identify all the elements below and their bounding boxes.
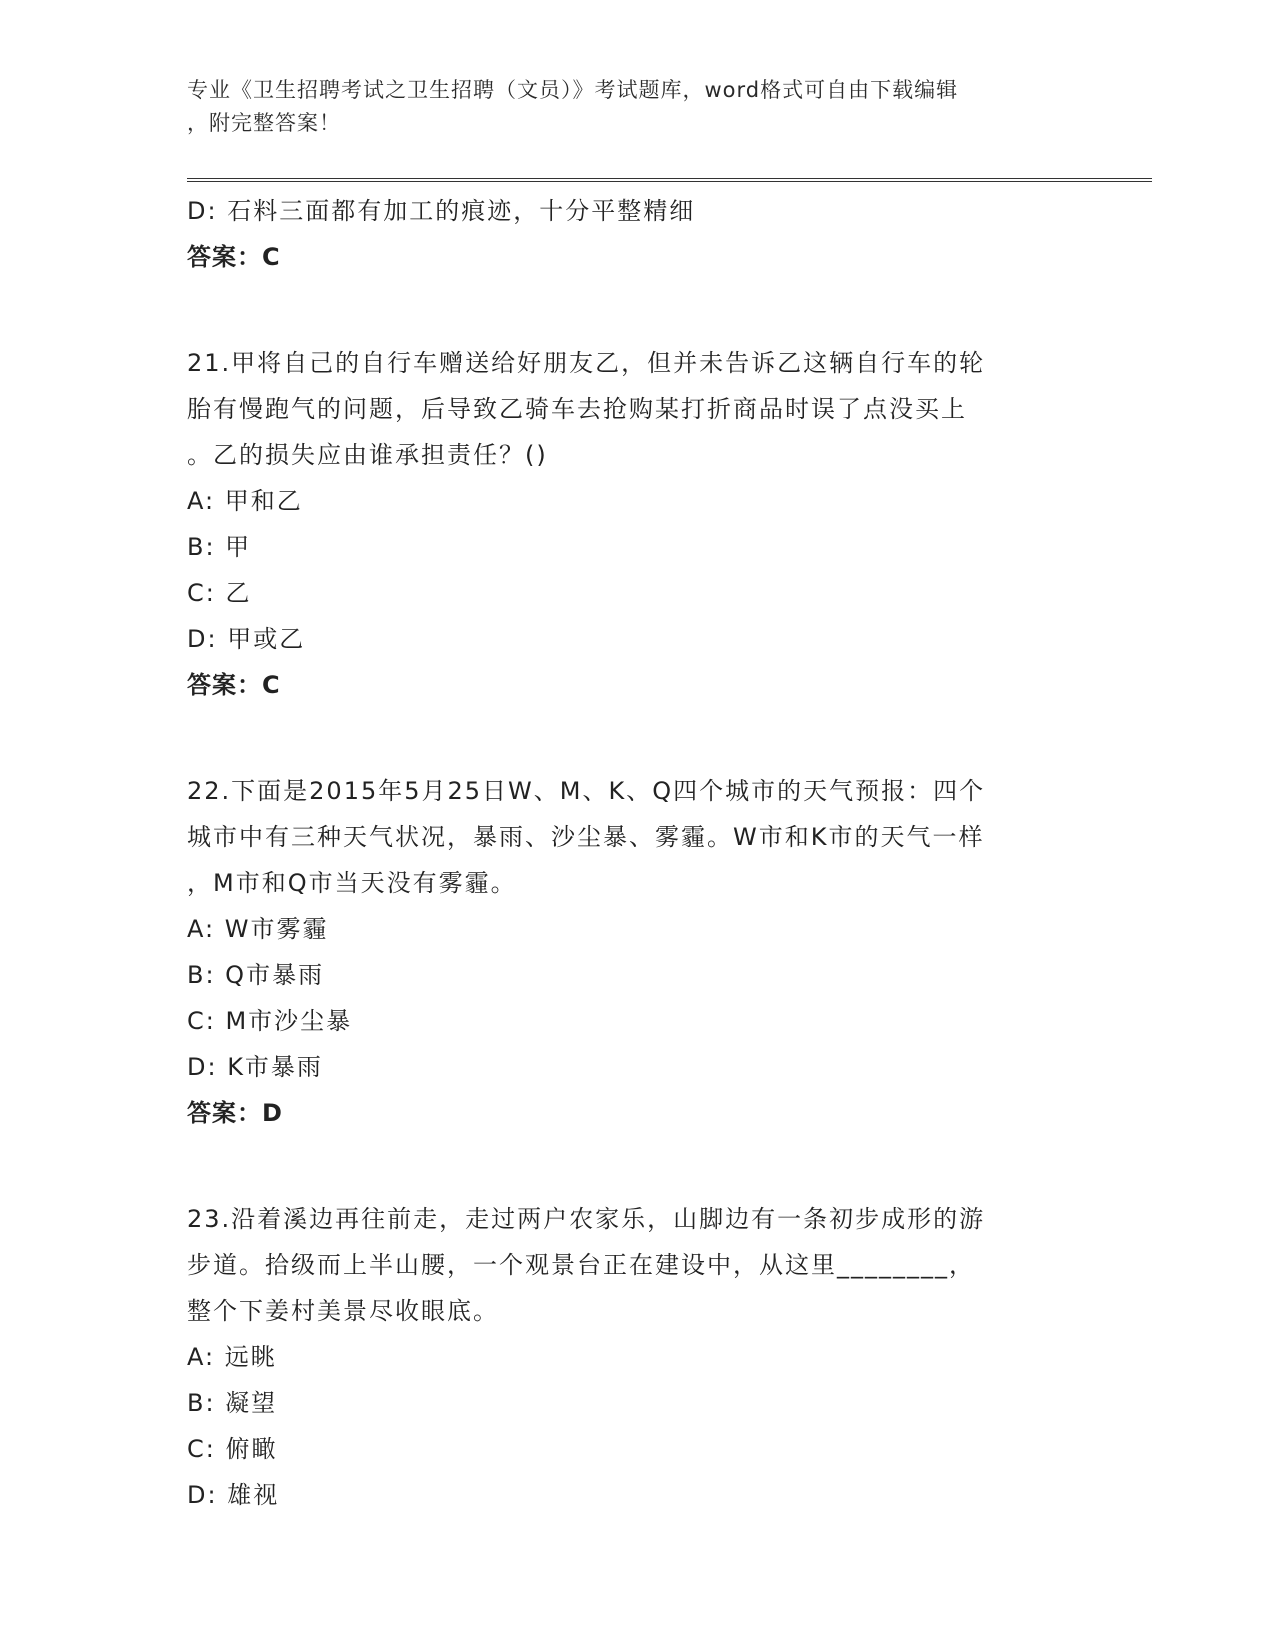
header-divider	[187, 178, 1152, 182]
option-d: D: K市暴雨	[187, 1053, 323, 1081]
question-text-line: 胎有慢跑气的问题，后导致乙骑车去抢购某打折商品时误了点没买上	[187, 395, 967, 423]
answer: 答案：C	[187, 671, 281, 699]
document-body	[187, 188, 1087, 1518]
question-text-line: 21.甲将自己的自行车赠送给好朋友乙，但并未告诉乙这辆自行车的轮	[187, 349, 986, 377]
header-line-1: 专业《卫生招聘考试之卫生招聘（文员）》考试题库，word格式可自由下载编辑	[187, 78, 959, 102]
question-21	[187, 340, 1087, 708]
option-b: B: 凝望	[187, 1389, 278, 1417]
option-c: C: 俯瞰	[187, 1435, 278, 1463]
option-a: A: 甲和乙	[187, 487, 303, 515]
question-text-line: 。乙的损失应由谁承担责任？()	[187, 441, 548, 469]
option-c: C: M市沙尘暴	[187, 1007, 353, 1035]
answer: 答案：C	[187, 243, 281, 271]
question-text-line: ，M市和Q市当天没有雾霾。	[187, 869, 517, 897]
question-text-line: 23.沿着溪边再往前走，走过两户农家乐，山脚边有一条初步成形的游	[187, 1205, 986, 1233]
document-header	[187, 74, 1087, 140]
option-a: A: W市雾霾	[187, 915, 329, 943]
header-line-2: ，附完整答案！	[187, 111, 341, 135]
question-text-line: 步道。拾级而上半山腰，一个观景台正在建设中，从这里________，	[187, 1251, 975, 1279]
question-23	[187, 1196, 1087, 1518]
previous-question-tail	[187, 188, 1087, 280]
option-b: B: Q市暴雨	[187, 961, 325, 989]
answer: 答案：D	[187, 1099, 283, 1127]
option-c: C: 乙	[187, 579, 252, 607]
option-d: D: 石料三面都有加工的痕迹，十分平整精细	[187, 197, 696, 225]
option-b: B: 甲	[187, 533, 252, 561]
question-22	[187, 768, 1087, 1136]
question-text-line: 城市中有三种天气状况，暴雨、沙尘暴、雾霾。W市和K市的天气一样	[187, 823, 985, 851]
question-text-line: 整个下姜村美景尽收眼底。	[187, 1297, 499, 1325]
option-a: A: 远眺	[187, 1343, 277, 1371]
option-d: D: 甲或乙	[187, 625, 306, 653]
option-d: D: 雄视	[187, 1481, 280, 1509]
question-text-line: 22.下面是2015年5月25日W、M、K、Q四个城市的天气预报：四个	[187, 777, 986, 805]
